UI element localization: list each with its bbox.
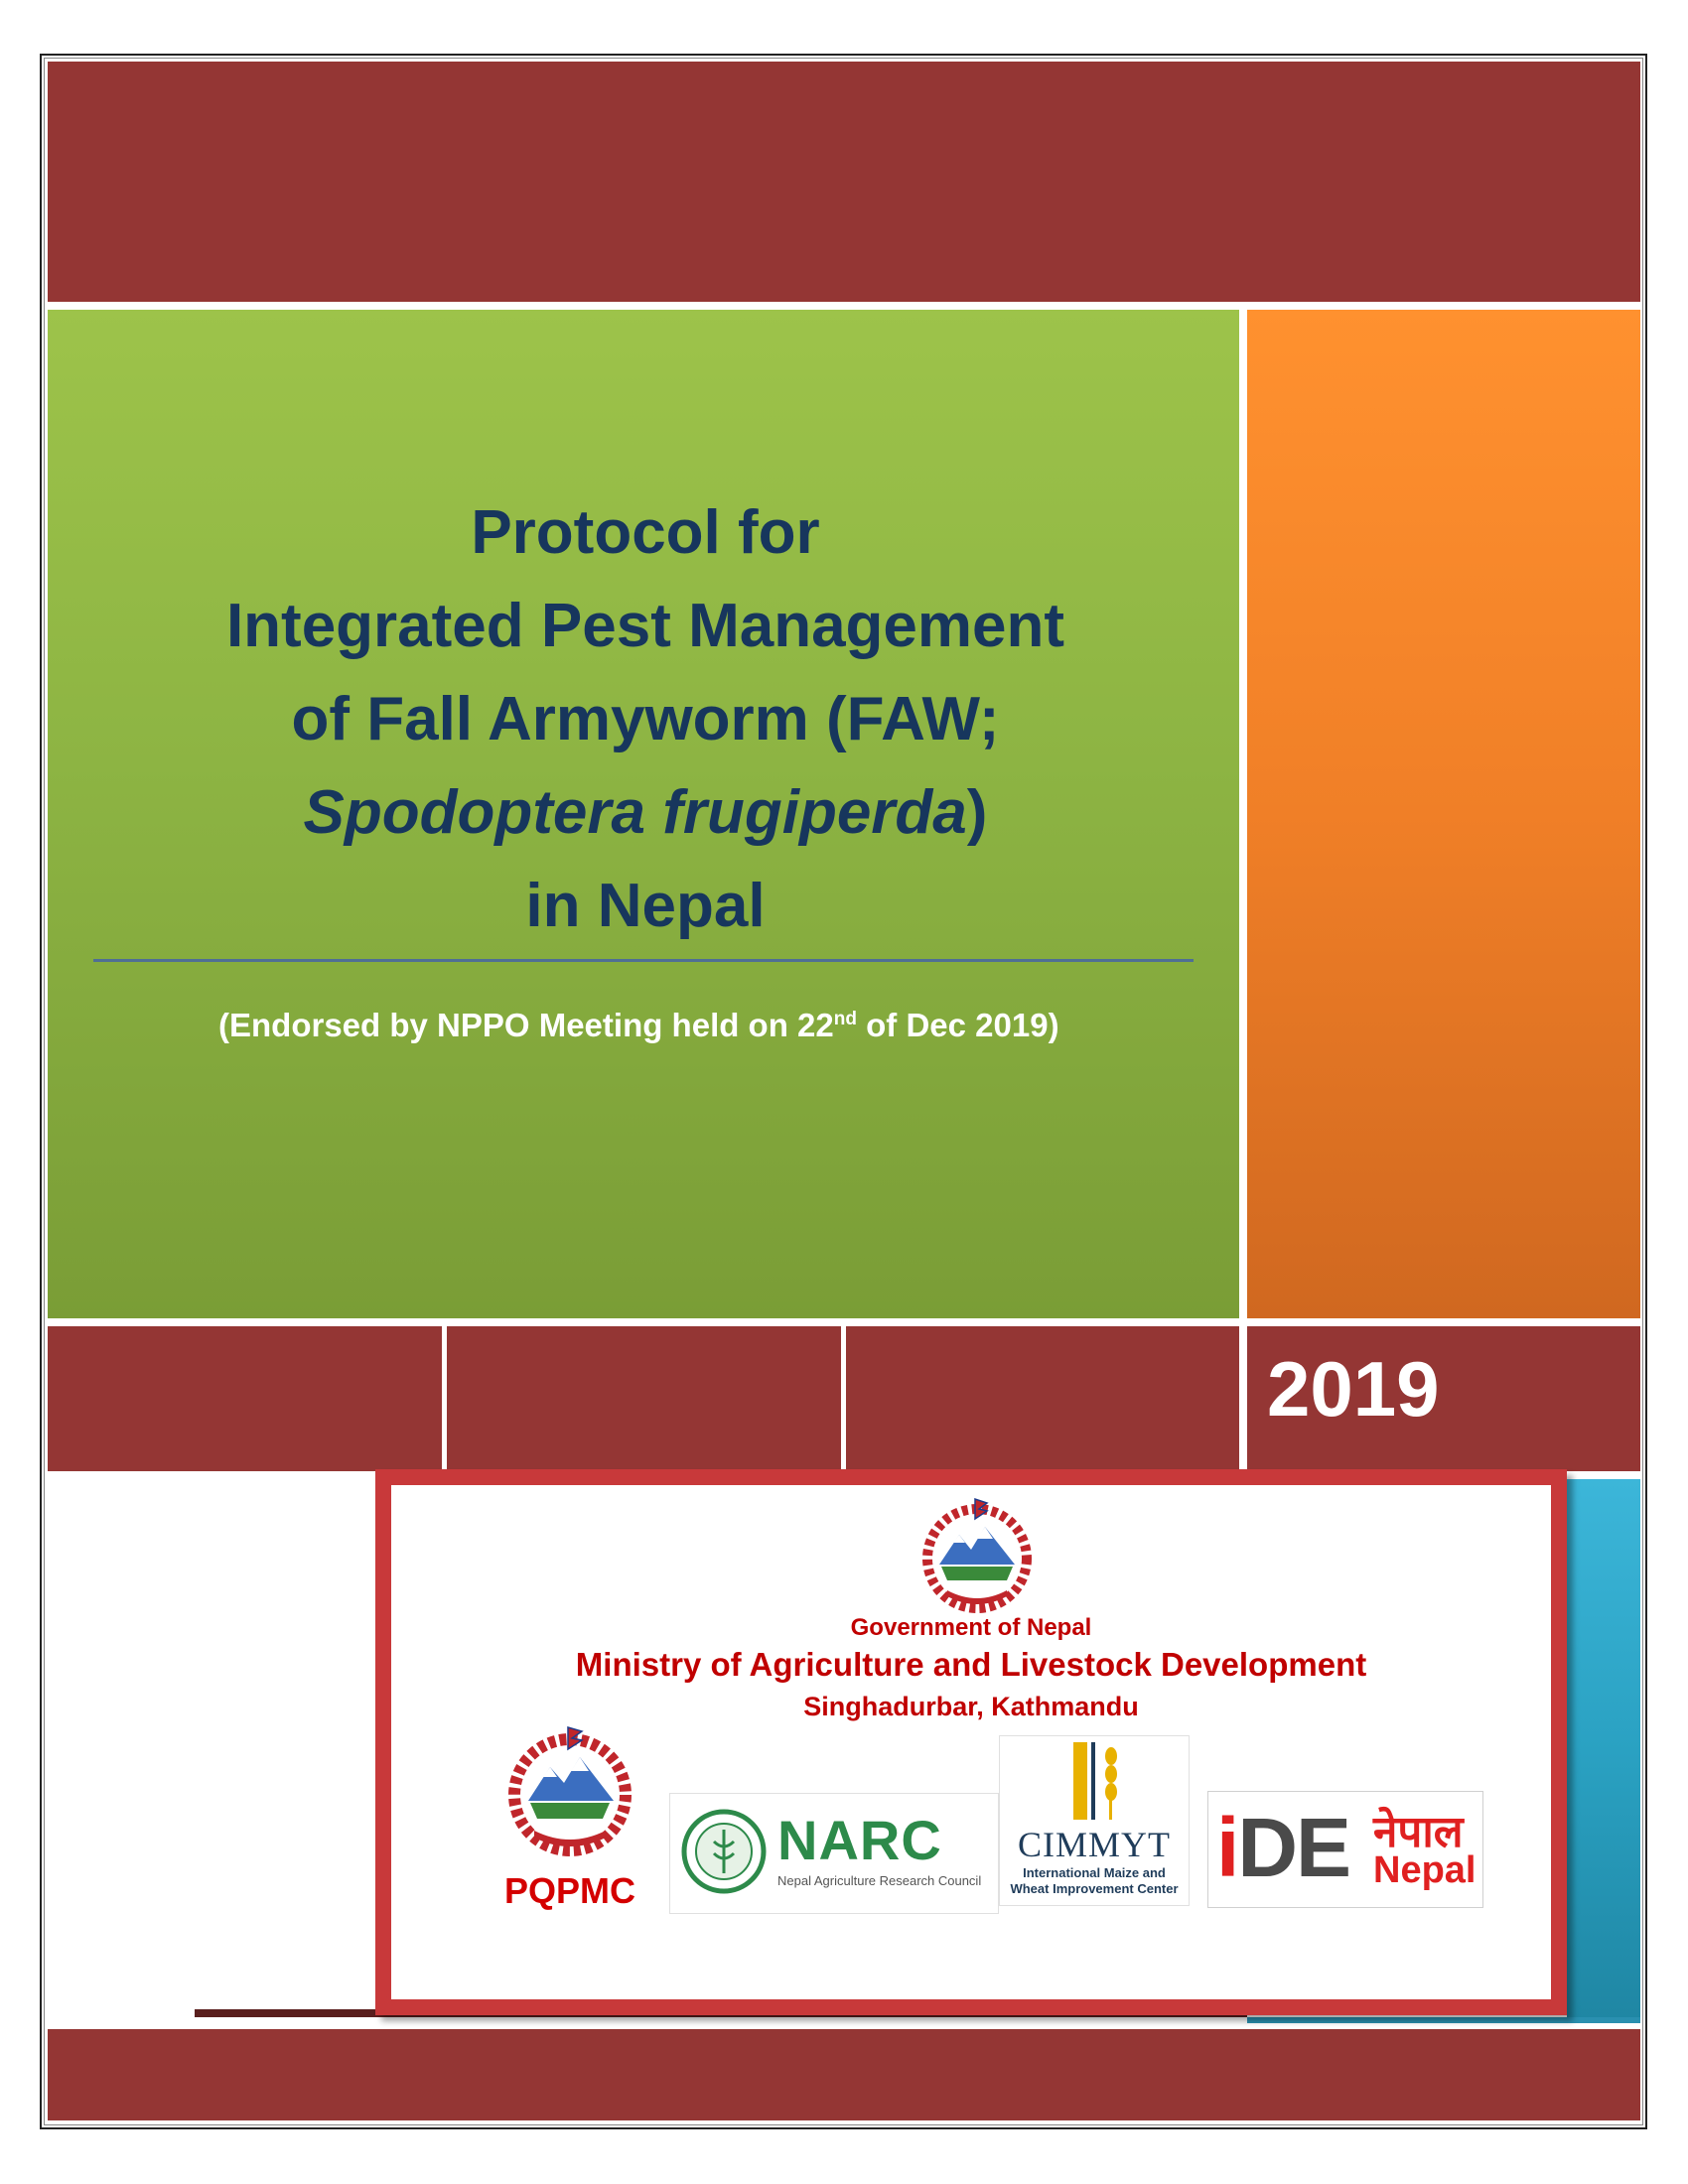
cimmyt-wordmark: CIMMYT	[1017, 1825, 1171, 1864]
cimmyt-sub-2: Wheat Improvement Center	[1010, 1881, 1179, 1896]
endorsement-prefix: (Endorsed by NPPO Meeting held on 22	[218, 1007, 834, 1043]
title-divider	[93, 959, 1194, 962]
wheat-icon	[1059, 1738, 1129, 1824]
nepal-emblem-icon	[908, 1495, 1047, 1614]
ide-i: i	[1216, 1801, 1238, 1894]
narc-wordmark: NARC	[777, 1809, 942, 1871]
publication-year: 2019	[1267, 1345, 1440, 1433]
title-line-3: of Fall Armyworm (FAW;	[291, 685, 1000, 753]
pqpmc-emblem-icon	[491, 1723, 649, 1862]
ministry-location: Singhadurbar, Kathmandu	[803, 1692, 1139, 1721]
species-name: Spodoptera frugiperda	[303, 778, 967, 847]
ide-devanagari: नेपाल	[1373, 1808, 1464, 1856]
cimmyt-sub-1: International Maize and	[1023, 1865, 1166, 1880]
title-close-paren: )	[966, 778, 988, 847]
narc-emblem-icon	[674, 1798, 774, 1907]
endorsement-ordinal: nd	[833, 1009, 857, 1029]
narc-logo	[669, 1793, 999, 1914]
document-title	[79, 486, 1211, 953]
cimmyt-fullname	[1000, 1865, 1189, 1897]
cimmyt-logo	[999, 1735, 1190, 1906]
ide-nepal-label: Nepal	[1373, 1849, 1477, 1891]
top-maroon-band	[48, 62, 1640, 302]
title-line-5: in Nepal	[525, 872, 766, 940]
endorsement-suffix: of Dec 2019)	[856, 1007, 1059, 1043]
title-line-4	[79, 766, 1211, 860]
pqpmc-logo	[491, 1723, 649, 1912]
title-line-1: Protocol for	[471, 498, 820, 567]
mid-band-cell-3	[846, 1326, 1239, 1471]
bottom-maroon-band	[48, 2029, 1640, 2120]
teal-side-strip	[1567, 1479, 1640, 2023]
bottom-blue-line	[1247, 2017, 1640, 2023]
ide-wordmark	[1216, 1801, 1350, 1894]
ide-de: DE	[1237, 1801, 1350, 1894]
partner-logos-box	[375, 1469, 1567, 2015]
government-label: Government of Nepal	[850, 1614, 1092, 1641]
orange-panel	[1247, 310, 1640, 1318]
title-line-2: Integrated Pest Management	[225, 592, 1065, 660]
mid-band-cell-1	[48, 1326, 442, 1471]
endorsement-note	[218, 1007, 1059, 1044]
narc-fullname: Nepal Agriculture Research Council	[777, 1873, 982, 1888]
mid-band-cell-2	[447, 1326, 841, 1471]
ide-nepal-logo	[1207, 1791, 1483, 1908]
ministry-label: Ministry of Agriculture and Livestock Development	[575, 1646, 1367, 1683]
pqpmc-label: PQPMC	[503, 1870, 635, 1911]
